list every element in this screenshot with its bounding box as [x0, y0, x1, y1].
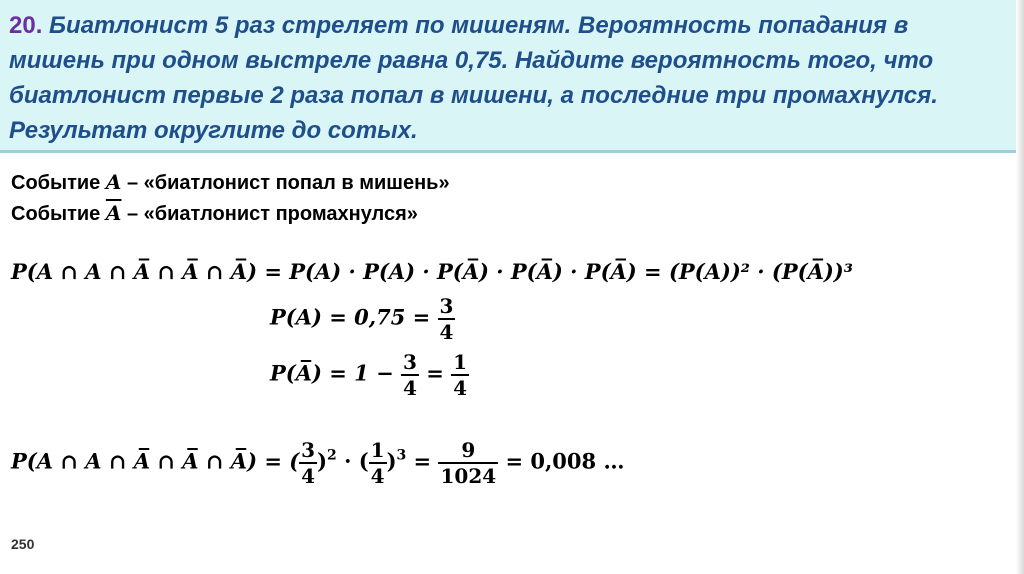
problem-number: 20.: [9, 12, 43, 39]
fraction-numerator: 1: [453, 350, 468, 374]
event-a-definition: [11, 170, 450, 195]
event-abar-definition: [11, 201, 418, 226]
formula-final: [11, 438, 624, 488]
event-abar-description: – «биатлонист промахнулся»: [126, 203, 418, 225]
formula-final-equals: =: [406, 448, 432, 474]
fraction-numerator: 3: [403, 350, 417, 374]
event-a-symbol: A: [105, 170, 122, 194]
fraction-numerator: 3: [439, 294, 454, 318]
formula-p-a-lhs: P(A) = 0,75 =: [270, 304, 431, 330]
formula-p-abar-lhs: P(A̅) = 1 −: [270, 360, 394, 386]
formula-p-a: [270, 294, 455, 344]
slide-edge-shadow: [1016, 0, 1024, 574]
fraction-p-abar-1: [401, 350, 419, 400]
formula-product-text: P(A ∩ A ∩ A̅ ∩ A̅ ∩ A̅) = P(A) · P(A) · P(A̅) · P(A̅) · P(A̅) = (P(A))² · (P(A̅))³: [11, 259, 853, 284]
fraction-final-3: [438, 438, 498, 488]
page-number: 250: [11, 536, 35, 552]
formula-p-abar-equals: =: [426, 360, 444, 386]
formula-final-dot: · (: [336, 448, 369, 474]
formula-p-abar: [270, 350, 469, 400]
formula-product: [11, 259, 853, 284]
fraction-denominator: 4: [403, 376, 417, 400]
event-a-description: – «биатлонист попал в мишень»: [126, 172, 450, 194]
event-abar-symbol: $\overline{A}$: [105, 201, 122, 225]
formula-final-paren-1: ): [317, 448, 328, 474]
formula-final-lhs: P(A ∩ A ∩ A̅ ∩ A̅ ∩ A̅) = (: [11, 448, 300, 474]
event-abar-prefix: Событие: [11, 203, 101, 225]
fraction-denominator: 1024: [440, 464, 497, 488]
problem-box: [0, 0, 1016, 153]
fraction-p-abar-2: [451, 350, 469, 400]
event-a-prefix: Событие: [11, 172, 101, 194]
problem-statement: [9, 8, 1004, 148]
formula-final-exponent-2: 2: [327, 447, 337, 464]
fraction-final-2: [369, 438, 387, 488]
fraction-numerator: 1: [370, 438, 385, 462]
fraction-final-1: [299, 438, 317, 488]
formula-final-paren-2: ): [386, 448, 397, 474]
formula-final-result: = 0,008 …: [505, 448, 625, 474]
fraction-denominator: 4: [453, 376, 468, 400]
fraction-denominator: 4: [439, 320, 454, 344]
fraction-numerator: 9: [438, 438, 498, 464]
fraction-denominator: 4: [301, 464, 316, 488]
problem-text: Биатлонист 5 раз стреляет по мишеням. Вероятность попадания в мишень при одном выстреле равна 0,75. Найдите вероятность того, что биатлонист первые 2 раза попал в мишени, а последние три промахнулся. Результат округлите до сотых.: [9, 12, 938, 144]
fraction-p-a: [438, 294, 456, 344]
formula-final-exponent-3: 3: [396, 447, 407, 464]
fraction-numerator: 3: [301, 438, 316, 462]
fraction-denominator: 4: [370, 464, 385, 488]
